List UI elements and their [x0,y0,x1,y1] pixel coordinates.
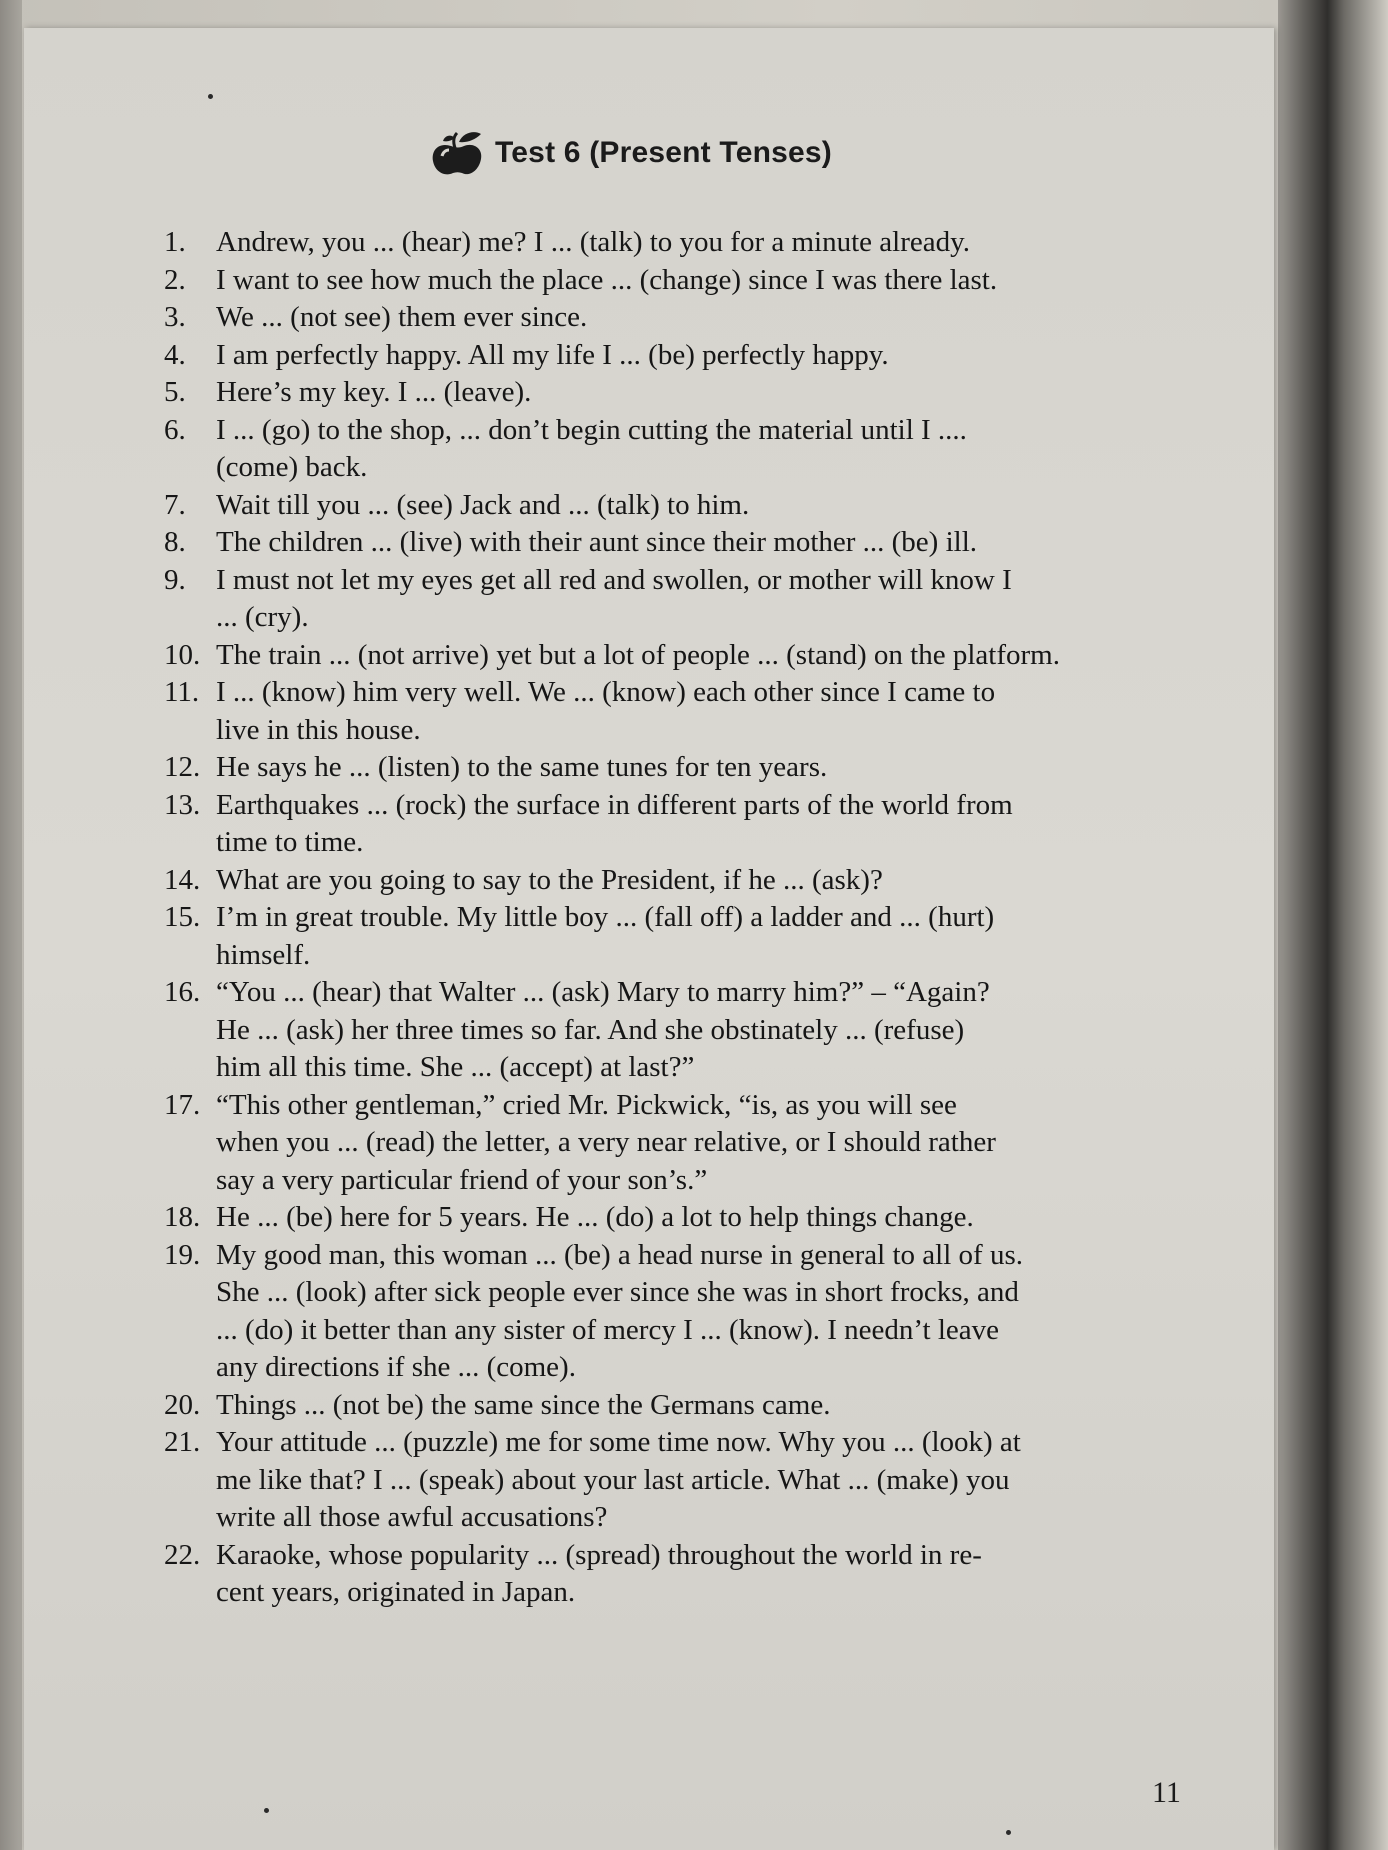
exercise-line: I’m in great trouble. My little boy ... (fall off) a ladder and ... (hurt) [216,901,995,933]
exercise-line: The train ... (not arrive) yet but a lot of people ... (stand) on the platform. [216,638,1060,671]
exercise-text [216,337,1164,375]
exercise-line: live in this house. [216,713,421,746]
exercise-line: I am perfectly happy. All my life I ... (be) perfectly happy. [216,338,889,371]
exercise-line: My good man, this woman ... (be) a head nurse in general to all of us. [216,1238,1023,1271]
exercise-line: I ... (know) him very well. We ... (know) each other since I came to [216,676,996,708]
exercise-item [164,1237,1164,1387]
exercise-line: Andrew, you ... (hear) me? I ... (talk) to you for a minute already. [216,226,970,258]
exercise-line: We ... (not see) them ever since. [216,301,588,333]
exercise-text [216,1537,1164,1612]
exercise-text [216,1199,1164,1237]
exercise-line: say a very particular friend of your son’s.” [216,1163,708,1196]
exercise-item [164,299,1164,337]
exercise-number: 18. [164,1201,201,1233]
exercise-text [216,412,1164,487]
exercise-line: any directions if she ... (come). [216,1351,576,1383]
exercise-number: 20. [164,1388,201,1421]
exercise-number: 4. [164,338,186,371]
exercise-text [216,899,1164,974]
exercise-text [216,1237,1164,1387]
exercise-item [164,1537,1164,1612]
exercise-item [164,862,1164,900]
exercise-text [216,224,1164,262]
exercise-number: 10. [164,638,201,671]
exercise-number: 21. [164,1426,201,1458]
exercise-text [216,374,1164,412]
exercise-item [164,1087,1164,1200]
page-number: 11 [1152,1776,1181,1809]
exercise-line: “You ... (hear) that Walter ... (ask) Mary to marry him?” – “Again? [216,976,990,1008]
exercise-item [164,974,1164,1087]
exercise-text [216,974,1164,1087]
exercise-item [164,412,1164,487]
exercise-item [164,524,1164,562]
speck [1006,1830,1011,1835]
exercise-text [216,1087,1164,1200]
exercise-line: He ... (be) here for 5 years. He ... (do) a lot to help things change. [216,1201,974,1233]
speck [264,1808,269,1813]
exercise-number: 19. [164,1238,201,1271]
exercise-number: 12. [164,751,201,783]
exercise-line: cent years, originated in Japan. [216,1576,576,1608]
exercise-number: 14. [164,863,201,896]
page-title: Test 6 (Present Tenses) [495,136,832,169]
exercise-number: 3. [164,301,186,333]
exercise-text [216,1424,1164,1537]
exercise-text [216,299,1164,337]
speck [208,94,213,99]
exercise-line: me like that? I ... (speak) about your last article. What ... (make) you [216,1463,1010,1496]
apple-with-leaves-icon [429,128,487,178]
exercise-line: Your attitude ... (puzzle) me for some time now. Why you ... (look) at [216,1426,1021,1458]
exercise-item [164,337,1164,375]
exercise-line: The children ... (live) with their aunt since their mother ... (be) ill. [216,526,978,558]
exercise-item [164,674,1164,749]
exercise-item [164,487,1164,525]
exercise-line: Here’s my key. I ... (leave). [216,376,532,408]
exercise-number: 5. [164,376,186,408]
book-page [24,28,1274,1850]
exercise-item [164,787,1164,862]
exercise-item [164,1199,1164,1237]
exercise-number: 17. [164,1088,201,1121]
exercise-text [216,1387,1164,1425]
exercise-number: 8. [164,526,186,558]
exercise-line: ... (do) it better than any sister of mercy I ... (know). I needn’t leave [216,1313,999,1346]
exercise-line: Earthquakes ... (rock) the surface in different parts of the world from [216,788,1013,821]
exercise-text [216,562,1164,637]
exercise-item [164,749,1164,787]
exercise-number: 16. [164,976,201,1008]
exercise-line: (come) back. [216,451,368,483]
exercise-line: write all those awful accusations? [216,1501,608,1533]
exercise-item [164,1387,1164,1425]
exercise-line: He says he ... (listen) to the same tunes for ten years. [216,751,828,783]
exercise-item [164,262,1164,300]
exercise-text [216,787,1164,862]
exercise-line: himself. [216,938,311,971]
exercise-line: I must not let my eyes get all red and swollen, or mother will know I [216,563,1012,596]
exercise-number: 7. [164,488,186,521]
exercise-text [216,637,1164,675]
exercise-text [216,487,1164,525]
exercise-line: Karaoke, whose popularity ... (spread) throughout the world in re- [216,1538,982,1571]
exercise-text [216,524,1164,562]
exercise-line: She ... (look) after sick people ever since she was in short frocks, and [216,1276,1019,1308]
exercise-number: 11. [164,676,200,708]
exercise-item [164,899,1164,974]
exercise-number: 15. [164,901,201,933]
exercise-item [164,637,1164,675]
exercise-line: ... (cry). [216,601,309,633]
exercise-item [164,562,1164,637]
book-page-stack [1278,0,1388,1850]
exercise-item [164,1424,1164,1537]
exercise-list [164,224,1164,1612]
exercise-line: What are you going to say to the President, if he ... (ask)? [216,863,883,896]
exercise-line: He ... (ask) her three times so far. And she obstinately ... (refuse) [216,1013,965,1046]
exercise-line: I want to see how much the place ... (change) since I was there last. [216,263,998,296]
exercise-line: when you ... (read) the letter, a very near relative, or I should rather [216,1126,996,1158]
exercise-line: time to time. [216,826,364,858]
exercise-item [164,224,1164,262]
exercise-text [216,749,1164,787]
test-heading [429,128,832,178]
exercise-text [216,862,1164,900]
exercise-line: “This other gentleman,” cried Mr. Pickwick, “is, as you will see [216,1088,957,1121]
book-left-edge [0,0,22,1850]
exercise-number: 2. [164,263,186,296]
exercise-text [216,674,1164,749]
exercise-line: Wait till you ... (see) Jack and ... (talk) to him. [216,488,750,521]
exercise-item [164,374,1164,412]
exercise-number: 9. [164,563,186,596]
exercise-line: Things ... (not be) the same since the Germans came. [216,1388,831,1421]
exercise-number: 22. [164,1538,201,1571]
exercise-number: 1. [164,226,186,258]
exercise-text [216,262,1164,300]
exercise-number: 13. [164,788,201,821]
exercise-line: I ... (go) to the shop, ... don’t begin cutting the material until I .... [216,413,967,446]
exercise-number: 6. [164,413,186,446]
exercise-line: him all this time. She ... (accept) at last?” [216,1051,695,1083]
